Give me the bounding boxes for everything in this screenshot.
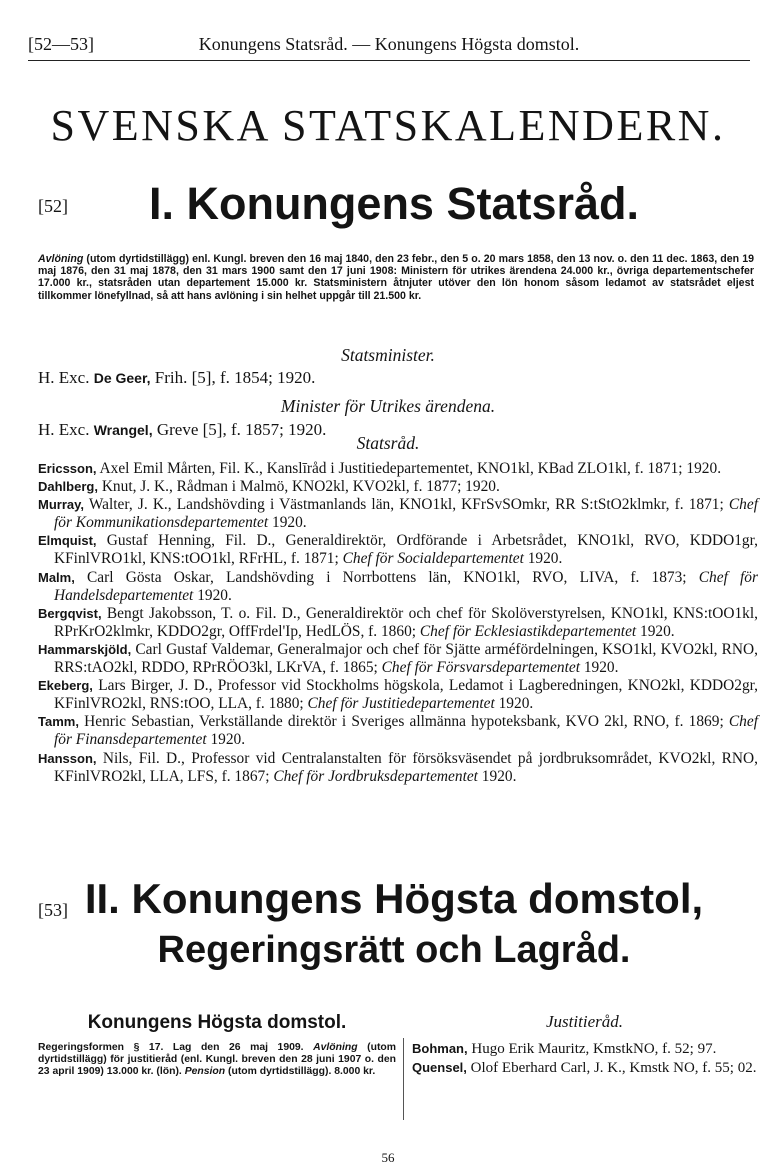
member-name: Hansson, — [38, 750, 97, 766]
member-name: Bohman, — [412, 1041, 468, 1056]
member-year: 1920. — [477, 767, 517, 785]
utrikes-prefix: H. Exc. — [38, 420, 94, 439]
section1-heading: I. Konungens Statsråd. — [148, 178, 640, 229]
member-charge: Chef för Kommunikationsdepartementet — [54, 496, 758, 532]
statsrad-member — [38, 569, 758, 605]
member-details: Bengt Jakobsson, T. o. Fil. D., Generaldirektör och chef för Skolöverstyrelsen, KNO1kl, KNS:tOO1kl, RPrKrO2klmkr, KDDO2gr, OffFrdel'Ip, HedLÖS, f. 1860; — [54, 604, 758, 640]
justitierad-list — [412, 1040, 757, 1077]
section1-avloning-paragraph — [38, 253, 754, 302]
section2-heading-line2: Regeringsrätt och Lagråd. — [157, 929, 631, 971]
statsminister-heading: Statsminister. — [341, 345, 435, 365]
running-head — [28, 30, 750, 56]
section2-heading-block — [38, 875, 750, 995]
justitierad-member — [412, 1059, 757, 1078]
member-details: Olof Eberhard Carl, J. K., Kmstk NO, f. 55; 02. — [466, 1059, 757, 1076]
statsminister-name: De Geer, — [93, 370, 151, 386]
statsrad-member — [38, 460, 758, 478]
member-year: 1920. — [580, 659, 619, 677]
member-charge: Chef för Försvarsdepartementet — [381, 659, 580, 677]
member-name: Bergqvist, — [38, 605, 102, 621]
member-name: Ekeberg, — [38, 678, 93, 694]
member-name: Elmquist, — [38, 533, 97, 549]
statsrad-member — [38, 677, 758, 713]
member-details: Lars Birger, J. D., Professor vid Stockholms högskola, Ledamot i Lagberedningen, KNO2kl, KDDO2gr, KFinlVRO2kl, RNS:tOO, LLA, f. 1880; — [54, 677, 758, 713]
member-charge: Chef för Handelsdepartementet — [54, 568, 758, 604]
page-number: 56 — [381, 1150, 395, 1165]
justitierad-column — [412, 1012, 757, 1077]
section2-ref: [53] — [38, 900, 68, 920]
domstol-avloning-label: Avlöning — [313, 1042, 358, 1053]
pension-label: Pension — [184, 1065, 226, 1077]
justitierad-member — [412, 1040, 757, 1059]
member-charge: Chef för Ecklesiastikdepartementet — [419, 622, 637, 640]
member-name: Hammarskjöld, — [38, 641, 132, 657]
statsrad-member — [38, 605, 758, 641]
hogsta-domstol-column — [38, 1012, 396, 1077]
member-details: Hugo Erik Mauritz, KmstkNO, f. 52; 97. — [467, 1041, 717, 1057]
member-details: Walter, J. K., Landshövding i Västmanlands län, KNO1kl, KFrSvSOmkr, RR S:tStO2klmkr, f. 1871; — [84, 496, 729, 514]
member-name: Ericsson, — [38, 461, 97, 476]
running-head-rule — [28, 60, 750, 61]
statsrad-member — [38, 750, 758, 786]
member-details: Carl Gustaf Valdemar, Generalmajor och chef för Sjätte arméfördelningen, KSO1kl, KVO2kl, RNO, RRS:tAO2kl, RDDO, RPrRÖO3kl, LKrVA, f. 1865; — [54, 640, 758, 677]
section1-ref: [52] — [38, 196, 68, 216]
statsrad-member — [38, 478, 758, 496]
hogsta-domstol-paragraph — [38, 1042, 396, 1077]
pension-text: (utom dyrtidstillägg). 8.000 kr. — [225, 1065, 376, 1077]
member-name: Malm, — [38, 569, 75, 585]
avloning-label: Avlöning — [38, 253, 84, 265]
utrikes-details: Greve [5], f. 1857; 1920. — [152, 420, 327, 439]
member-year: 1920. — [193, 586, 232, 604]
member-details: Axel Emil Mårten, Fil. K., Kanslīråd i Justitiedepartementet, KNO1kl, KBad ZLO1kl, f. 1871; 1920. — [96, 460, 722, 477]
member-charge: Chef för Finansdepartementet — [54, 713, 758, 749]
member-year: 1920. — [636, 622, 675, 640]
member-name: Murray, — [38, 497, 84, 513]
member-details: Gustaf Henning, Fil. D., Generaldirektör, Ordförande i Arbetsrådet, KNO1kl, RVO, KDDO1gr, KFinlVRO1kl, KNS:tOO1kl, RFrHL, f. 1871; — [54, 532, 758, 568]
section1-heading-block — [38, 178, 750, 234]
member-name: Tamm, — [38, 714, 79, 730]
hogsta-domstol-heading: Konungens Högsta domstol. — [87, 1012, 347, 1033]
regeringsformen-text: Regeringsformen § 17. Lag den 26 maj 1909. — [38, 1042, 314, 1053]
statsminister-details: Frih. [5], f. 1854; 1920. — [150, 368, 316, 387]
member-year: 1920. — [523, 550, 563, 568]
statsrad-heading: Statsråd. — [356, 433, 420, 453]
statsminister-entry — [38, 368, 750, 388]
statsrad-member — [38, 713, 758, 749]
avloning-text: (utom dyrtidstillägg) enl. Kungl. breven den 16 maj 1840, den 23 febr., den 5 o. 20 mars 1858, den 13 nov. o. den 11 dec. 1863, den 19 maj 1876, den 31 maj 1878, den 31 mars 1900 samt den 17 juni 1908: Ministern för utrikes ärendena 24.000 kr., övriga departementschefer 17.000 kr., statsråden utan departement 15.000 kr. Statsministern åtnjuter utöver den lön honom såsom ledamot av statsrådet eljest tillkommer lönefyllnad, så att hans avlöning i sin helhet uppgår till 21.500 kr. — [38, 253, 754, 302]
statsrad-member — [38, 496, 758, 532]
member-year: 1920. — [494, 695, 534, 713]
domstol-avloning-text: (utom dyrtidstillägg) för justitieråd (enl. Kungl. breven den 28 juni 1907 o. den 23 april 1909) 13.000 kr. (lön). — [38, 1042, 396, 1077]
member-charge: Chef för Jordbruksdepartementet — [273, 767, 478, 785]
member-charge: Chef för Justitiedepartementet — [307, 695, 495, 713]
statsrad-member — [38, 532, 758, 568]
section2-heading-line1: II. Konungens Högsta domstol, — [84, 875, 704, 922]
statsrad-member — [38, 641, 758, 677]
member-year: 1920. — [268, 514, 307, 532]
member-details: Carl Gösta Oskar, Landshövding i Norrbottens län, KNO1kl, RVO, LIVA, f. 1873; — [74, 568, 699, 586]
member-charge: Chef för Socialdepartementet — [342, 550, 524, 568]
statsminister-prefix: H. Exc. — [38, 368, 94, 387]
utrikes-heading: Minister för Utrikes ärendena. — [280, 396, 496, 416]
main-title: SVENSKA STATSKALENDERN. — [50, 101, 726, 150]
column-divider — [403, 1038, 404, 1120]
running-head-title: Konungens Statsråd. — Konungens Högsta domstol. — [198, 34, 580, 54]
utrikes-name: Wrangel, — [93, 422, 153, 438]
justitierad-heading: Justitieråd. — [546, 1012, 623, 1031]
member-details: Henric Sebastian, Verkställande direktör i Sveriges allmänna hypoteksbank, KVO 2kl, RNO, f. 1869; — [78, 713, 729, 731]
member-name: Dahlberg, — [38, 479, 98, 495]
statsrad-list — [38, 460, 758, 786]
member-year: 1920. — [206, 731, 246, 749]
member-details: Nils, Fil. D., Professor vid Centralanstalten för försöksväsendet på jordbruksområdet, KVO2kl, RNO, KFinlVRO2kl, LLA, LFS, f. 1867; — [54, 749, 758, 785]
running-head-pages: [52—53] — [28, 34, 94, 54]
member-details: Knut, J. K., Rådman i Malmö, KNO2kl, KVO2kl, f. 1877; 1920. — [97, 478, 500, 496]
member-name: Quensel, — [412, 1059, 467, 1075]
